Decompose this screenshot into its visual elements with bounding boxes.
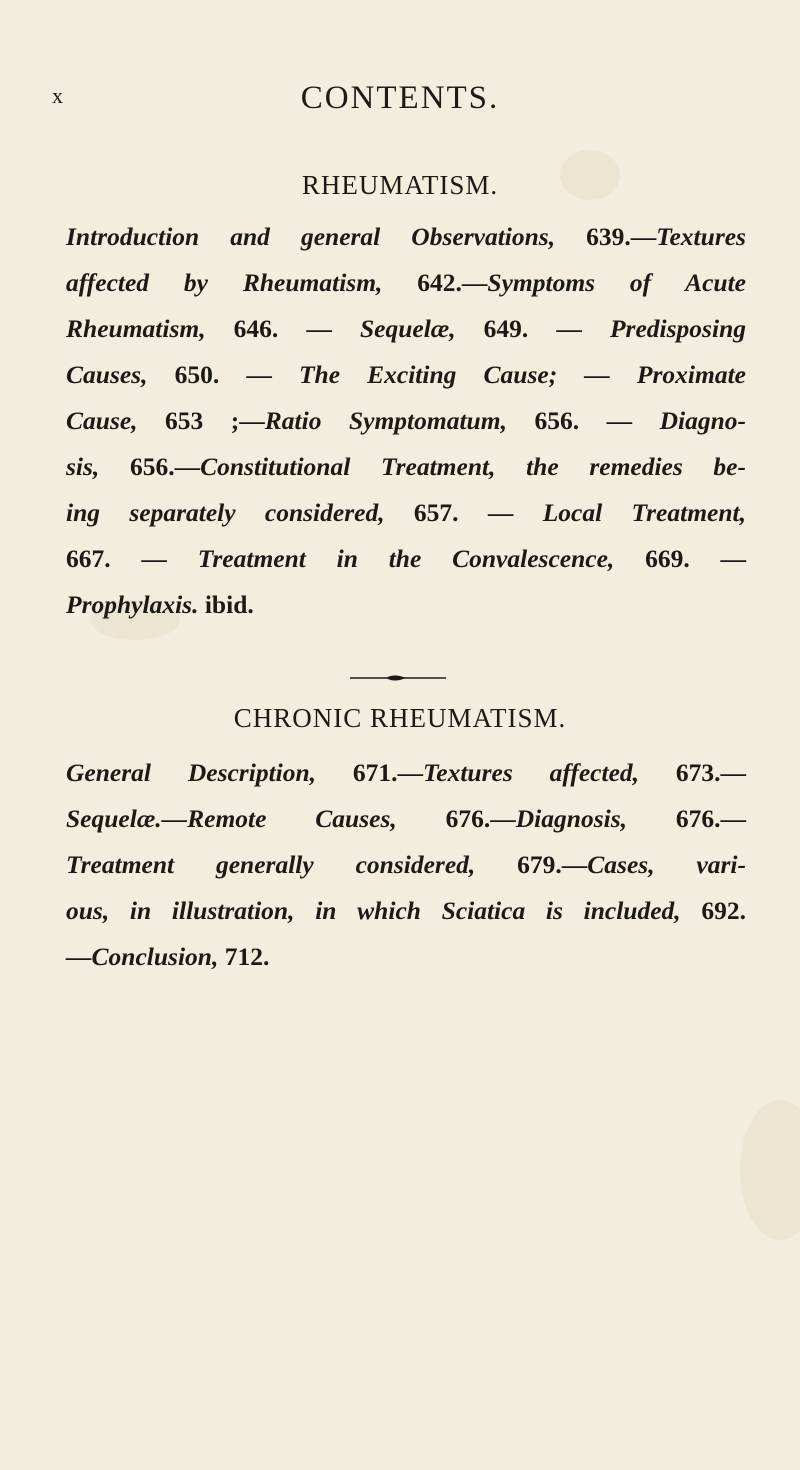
paper-stain [740,1100,800,1240]
contents-line: sis, 656.—Constitutional Treatment, the remedies be- [66,452,746,481]
ornament-rule [350,673,446,683]
contents-line: Sequelæ.—Remote Causes, 676.—Diagnosis, 676.— [66,804,746,833]
contents-line: —Conclusion, 712. [66,942,270,971]
contents-line: General Description, 671.—Textures affected, 673.— [66,758,746,787]
contents-line: Introduction and general Observations, 639.—Textures [66,222,746,251]
contents-line: ing separately considered, 657. — Local Treatment, [66,498,747,527]
contents-line: Treatment generally considered, 679.—Cases, vari- [66,850,746,879]
contents-line: Causes, 650. — The Exciting Cause; — Proximate [66,360,746,389]
contents-line: Rheumatism, 646. — Sequelæ, 649. — Predisposing [66,314,747,343]
section-heading-chronic-rheumatism: CHRONIC RHEUMATISM. [233,703,567,733]
page-number: x [52,83,64,108]
contents-line: 667. — Treatment in the Convalescence, 669. — [66,544,747,573]
section-heading-rheumatism: RHEUMATISM. [301,170,499,200]
contents-line: Cause, 653 ;—Ratio Symptomatum, 656. — Diagno- [66,406,746,435]
contents-line: affected by Rheumatism, 642.—Symptoms of Acute [66,268,746,297]
running-head: CONTENTS. [300,80,500,116]
contents-line: Prophylaxis. ibid. [66,590,254,619]
contents-line: ous, in illustration, in which Sciatica is included, 692. [66,896,746,925]
